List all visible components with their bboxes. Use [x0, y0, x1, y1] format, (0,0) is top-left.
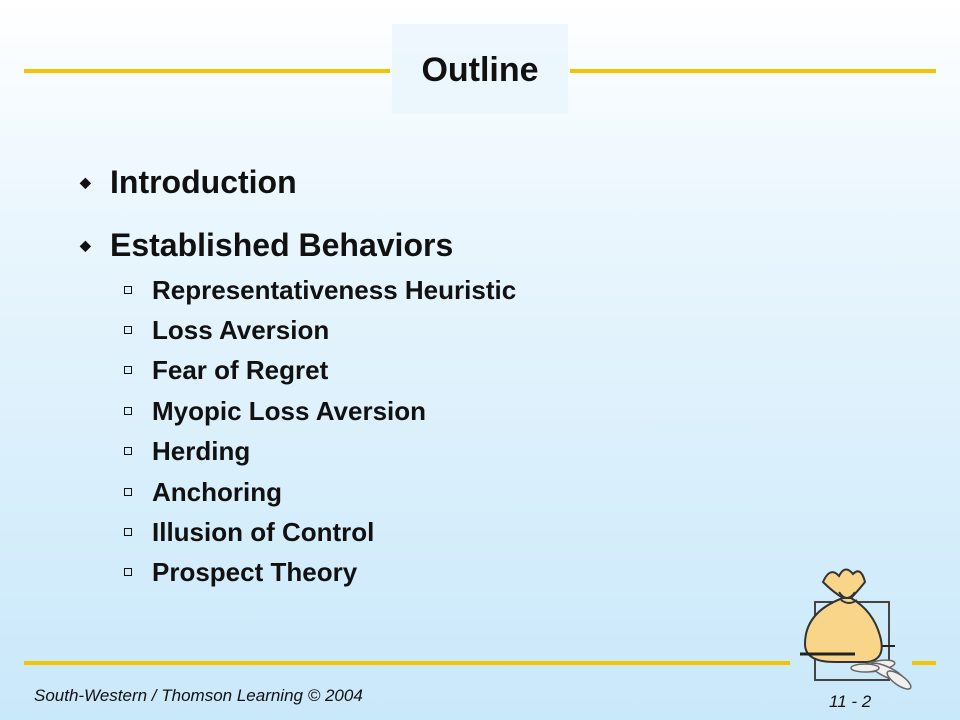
- list-item-level1: [80, 162, 297, 202]
- list-item-level2: [124, 314, 329, 346]
- list-item-label: Anchoring: [152, 477, 282, 507]
- money-bag-icon: [795, 562, 915, 692]
- square-bullet-icon: [124, 447, 132, 455]
- footer-publisher: South-Western / Thomson Learning © 2004: [34, 686, 363, 705]
- list-item-level2: [124, 435, 250, 467]
- header-rule-left: [24, 69, 390, 73]
- square-bullet-icon: [124, 488, 132, 496]
- slide-number: 11 - 2: [829, 692, 872, 711]
- square-bullet-icon: [124, 286, 132, 294]
- header-rule-right: [570, 69, 936, 73]
- list-item-level1: [80, 225, 453, 265]
- list-item-level2: [124, 395, 426, 427]
- list-item-label: Representativeness Heuristic: [152, 275, 517, 305]
- list-item-level2: [124, 476, 282, 508]
- list-item-level2: [124, 516, 374, 548]
- list-item-label: Loss Aversion: [152, 315, 330, 345]
- diamond-bullet-icon: ◆: [80, 174, 91, 190]
- list-item-label: Prospect Theory: [152, 557, 358, 587]
- list-item-label: Myopic Loss Aversion: [152, 396, 427, 426]
- list-item-label: Herding: [152, 436, 251, 466]
- slide-title: Outline: [421, 51, 539, 89]
- list-item-level2: [124, 354, 328, 386]
- square-bullet-icon: [124, 326, 132, 334]
- footer-rule-right: [912, 661, 936, 665]
- square-bullet-icon: [124, 407, 132, 415]
- list-item-level2: [124, 274, 516, 306]
- list-item-label: Fear of Regret: [152, 355, 329, 385]
- footer-rule-left: [24, 661, 790, 665]
- diamond-bullet-icon: ◆: [80, 237, 91, 253]
- square-bullet-icon: [124, 528, 132, 536]
- square-bullet-icon: [124, 568, 132, 576]
- list-item-label: Illusion of Control: [152, 517, 375, 547]
- square-bullet-icon: [124, 366, 132, 374]
- list-item-label: Established Behaviors: [110, 227, 454, 263]
- list-item-level2: [124, 556, 357, 588]
- list-item-label: Introduction: [110, 164, 297, 200]
